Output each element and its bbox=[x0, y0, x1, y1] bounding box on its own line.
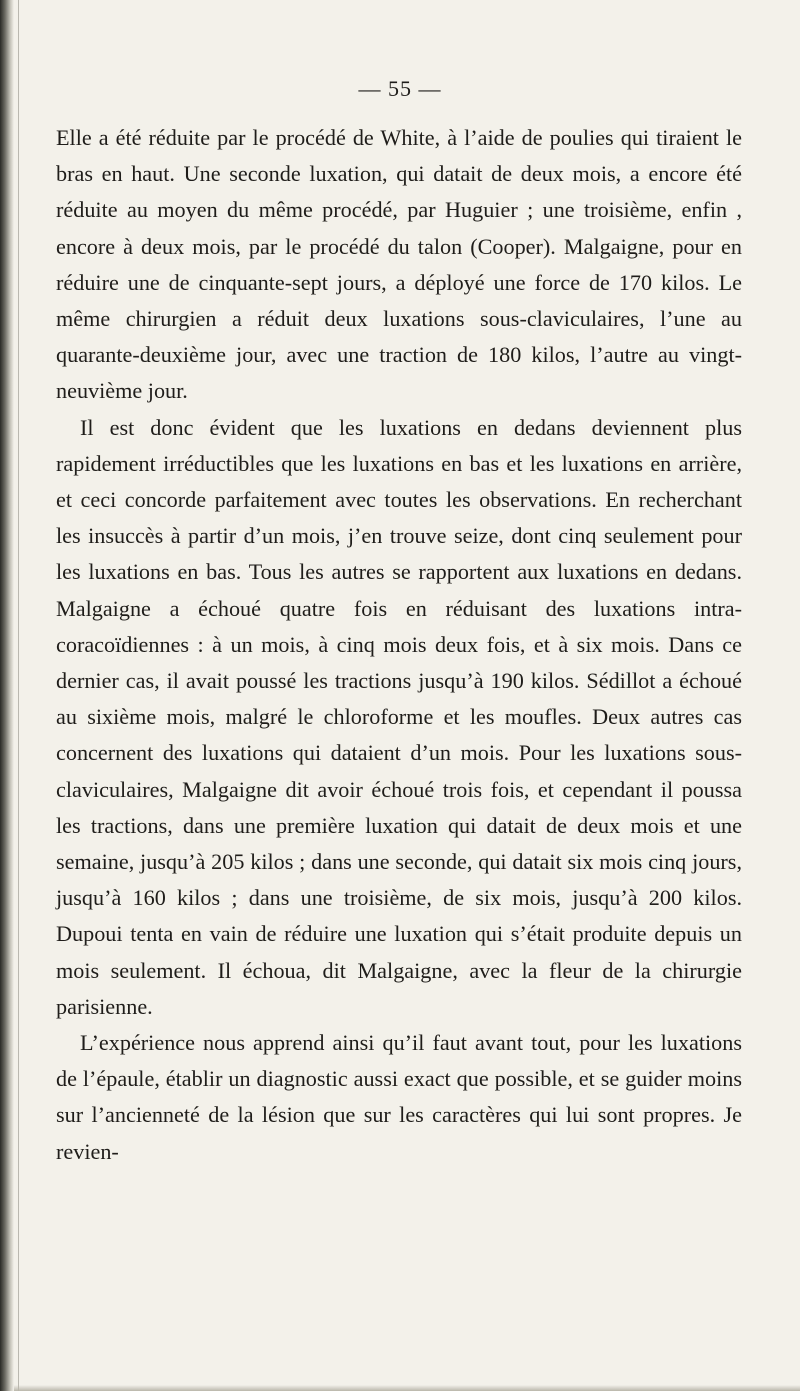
page-bottom-edge bbox=[14, 1385, 800, 1391]
paragraph-3: L’expérience nous apprend ainsi qu’il faut avant tout, pour les luxations de l’épaule, établir un diagnostic aussi exact que possible, et se guider moins sur l’ancienneté de la lésion que sur les caractères qui lui sont propres. Je revien- bbox=[56, 1030, 742, 1164]
paragraph-1: Elle a été réduite par le procédé de White, à l’aide de poulies qui tiraient le bras en haut. Une seconde luxation, qui datait de deux mois, a encore été réduite au moyen du même procédé, par Huguier ; une troisième, enfin , encore à deux mois, par le procédé du talon (Cooper). Malgaigne, pour en réduire une de cinquante-sept jours, a déployé une force de 170 kilos. Le même chirurgien a réduit deux luxations sous-claviculaires, l’une au quarante-deuxième jour, avec une traction de 180 kilos, l’autre au vingt-neuvième jour. bbox=[56, 125, 742, 404]
paragraph-2: Il est donc évident que les luxations en dedans deviennent plus rapidement irréductibles que les luxations en bas et les luxations en arrière, et ceci concorde parfaitement avec toutes les observations. En recherchant les insuccès à partir d’un mois, j’en trouve seize, dont cinq seulement pour les luxations en bas. Tous les autres se rapportent aux luxations en dedans. Malgaigne a échoué quatre fois en réduisant des luxations intra-coracoïdiennes : à un mois, à cinq mois deux fois, et à six mois. Dans ce dernier cas, il avait poussé les tractions jusqu’à 190 kilos. Sédillot a échoué au sixième mois, malgré le chloroforme et les moufles. Deux autres cas concernent des luxations qui dataient d’un mois. Pour les luxations sous-claviculaires, Malgaigne dit avoir échoué trois fois, et cependant il poussa les tractions, dans une première luxation qui datait de deux mois et une semaine, jusqu’à 205 kilos ; dans une seconde, qui datait six mois cinq jours, jusqu’à 160 kilos ; dans une troisième, de six mois, jusqu’à 200 kilos. Dupoui tenta en vain de réduire une luxation qui s’était produite depuis un mois seulement. Il échoua, dit Malgaigne, avec la fleur de la chirurgie parisienne. bbox=[56, 414, 742, 1019]
binding-line bbox=[18, 0, 19, 1391]
binding-shadow bbox=[0, 0, 14, 1391]
page-number: — 55 — bbox=[358, 76, 442, 101]
body-text bbox=[56, 120, 742, 1170]
